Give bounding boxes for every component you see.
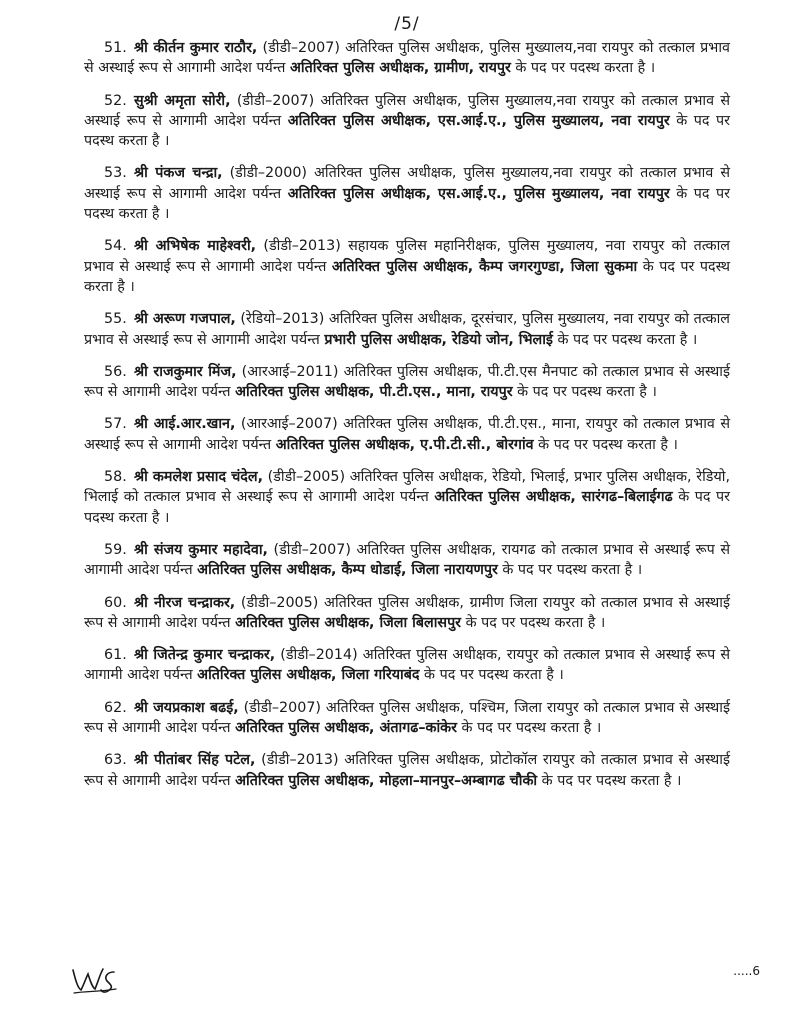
posting-title: अतिरिक्त पुलिस अधीक्षक, अंतागढ–कांकेर <box>235 720 457 737</box>
posting-title: अतिरिक्त पुलिस अधीक्षक, कैम्प धोडाई, जिला नारायणपुर <box>197 562 498 579</box>
entry-text: (डीडी–2013) अतिरिक्त पुलिस अधीक्षक, प्रोटोकॉल रायपुर को तत्काल प्रभाव से अस्थाई रूप से आगामी आदेश पर्यन्त <box>84 752 731 789</box>
order-entry <box>84 236 730 297</box>
entry-number: 62. <box>104 699 127 716</box>
entry-number: 51. <box>104 40 127 56</box>
entry-tail: के पद पर पदस्थ करता है । <box>457 720 602 737</box>
entry-text: (रेडियो–2013) अतिरिक्त पुलिस अधीक्षक, दूरसंचार, पुलिस मुख्यालय, नवा रायपुर को तत्काल प्रभाव से अस्थाई रूप से आगामी आदेश पर्यन्त <box>84 311 730 348</box>
order-entry <box>84 467 730 528</box>
officer-name: श्री कीर्तन कुमार राठौर, <box>134 40 258 56</box>
posting-title: अतिरिक्त पुलिस अधीक्षक, सारंगढ–बिलाईगढ <box>434 489 673 506</box>
order-entry <box>84 362 730 403</box>
officer-name: श्री अभिषेक माहेश्वरी, <box>134 238 257 255</box>
entry-number: 59. <box>104 541 127 558</box>
entry-text: (डीडी–2005) अतिरिक्त पुलिस अधीक्षक, रेडियो, भिलाई, प्रभार पुलिस अधीक्षक, रेडियो, भिलाई को तत्काल प्रभाव से अस्थाई रूप से आगामी आदेश पर्यन्त <box>84 469 730 506</box>
officer-name: श्री अरूण गजपाल, <box>134 311 236 328</box>
order-entry <box>84 750 730 791</box>
entry-tail: के पद पर पदस्थ करता है । <box>84 112 730 150</box>
order-entry <box>84 309 730 350</box>
entry-text: (डीडी–2005) अतिरिक्त पुलिस अधीक्षक, ग्रामीण जिला रायपुर को तत्काल प्रभाव से अस्थाई रूप से आगामी आदेश पर्यन्त <box>84 594 731 631</box>
entry-text: (डीडी–2007) अतिरिक्त पुलिस अधीक्षक, पुलिस मुख्यालय,नवा रायपुर को तत्काल प्रभाव से अस्थाई रूप से आगामी आदेश पर्यन्त <box>84 40 730 77</box>
officer-name: श्री पीतांबर सिंह पटेल, <box>134 752 256 769</box>
entry-tail: के पद पर पदस्थ करता है । <box>512 384 657 401</box>
officer-name: श्री कमलेश प्रसाद चंदेल, <box>134 469 263 486</box>
entry-number: 56. <box>104 363 127 380</box>
entry-number: 57. <box>104 416 127 433</box>
entry-text: (डीडी–2007) अतिरिक्त पुलिस अधीक्षक, पुलिस मुख्यालय,नवा रायपुर को तत्काल प्रभाव से अस्थाई रूप से आगामी आदेश पर्यन्त <box>84 92 730 129</box>
entry-tail: के पद पर पदस्थ करता है । <box>461 614 606 631</box>
officer-name: श्री संजय कुमार महादेवा, <box>134 541 268 558</box>
officer-name: श्री जितेन्द्र कुमार चन्द्राकर, <box>134 647 276 664</box>
order-entry <box>84 163 730 224</box>
entry-text: (डीडी–2007) अतिरिक्त पुलिस अधीक्षक, रायगढ को तत्काल प्रभाव से अस्थाई रूप से आगामी आदेश पर्यन्त <box>84 541 731 579</box>
order-entry <box>84 698 730 739</box>
entry-text: (डीडी–2013) सहायक पुलिस महानिरीक्षक, पुलिस मुख्यालय, नवा रायपुर को तत्काल प्रभाव से अस्थाई रूप से आगामी आदेश पर्यन्त <box>84 238 730 275</box>
continuation-marker: .....6 <box>733 964 760 978</box>
order-entry <box>84 645 730 686</box>
posting-title: अतिरिक्त पुलिस अधीक्षक, एस.आई.ए., पुलिस मुख्यालय, नवा रायपुर <box>287 112 670 129</box>
entry-tail: के पद पर पदस्थ करता है । <box>497 562 643 579</box>
order-entry <box>84 593 730 634</box>
entry-number: 61. <box>104 647 127 664</box>
order-entry <box>84 540 730 581</box>
entry-tail: के पद पर पदस्थ करता है । <box>84 258 730 295</box>
entry-text: (डीडी–2014) अतिरिक्त पुलिस अधीक्षक, रायपुर को तत्काल प्रभाव से अस्थाई रूप से आगामी आदेश पर्यन्त <box>84 647 730 684</box>
posting-title: प्रभारी पुलिस अधीक्षक, रेडियो जोन, भिलाई <box>324 331 553 348</box>
officer-name: सुश्री अमृता सोरी, <box>134 92 231 109</box>
entry-number: 63. <box>104 752 127 769</box>
posting-title: अतिरिक्त पुलिस अधीक्षक, ए.पी.टी.सी., बोरगांव <box>275 436 534 453</box>
entry-tail: के पद पर पदस्थ करता है । <box>419 667 564 684</box>
posting-title: अतिरिक्त पुलिस अधीक्षक, ग्रामीण, रायपुर <box>289 60 511 77</box>
entry-tail: के पद पर पदस्थ करता है । <box>84 185 730 223</box>
page-number: /5/ <box>394 14 420 34</box>
entry-number: 60. <box>104 594 127 611</box>
entry-number: 53. <box>104 165 127 182</box>
officer-name: श्री राजकुमार मिंज, <box>134 363 237 380</box>
entry-text: (डीडी–2000) अतिरिक्त पुलिस अधीक्षक, पुलिस मुख्यालय,नवा रायपुर को तत्काल प्रभाव से अस्थाई रूप से आगामी आदेश पर्यन्त <box>84 165 730 202</box>
entry-text: (आरआई–2011) अतिरिक्त पुलिस अधीक्षक, पी.टी.एस मैनपाट को तत्काल प्रभाव से अस्थाई रूप से आगामी आदेश पर्यन्त <box>84 363 731 401</box>
officer-name: श्री नीरज चन्द्राकर, <box>134 594 236 611</box>
handwritten-initials-signature <box>70 960 120 996</box>
entry-text: (डीडी–2007) अतिरिक्त पुलिस अधीक्षक, पश्चिम, जिला रायपुर को तत्काल प्रभाव से अस्थाई रूप से आगामी आदेश पर्यन्त <box>84 699 730 737</box>
order-entry <box>84 91 730 152</box>
order-entries <box>84 38 730 791</box>
entry-number: 54. <box>104 238 127 255</box>
officer-name: श्री आई.आर.खान, <box>134 416 236 433</box>
entry-number: 55. <box>104 311 127 328</box>
entry-number: 58. <box>104 469 127 486</box>
order-entry <box>84 38 730 79</box>
posting-title: अतिरिक्त पुलिस अधीक्षक, कैम्प जगरगुण्डा, जिला सुकमा <box>331 258 638 275</box>
entry-tail: के पद पर पदस्थ करता है । <box>84 489 730 526</box>
entry-tail: के पद पर पदस्थ करता है । <box>552 331 698 348</box>
posting-title: अतिरिक्त पुलिस अधीक्षक, मोहला–मानपुर–अम्बागढ चौकी <box>235 772 538 789</box>
entry-tail: के पद पर पदस्थ करता है । <box>510 60 656 77</box>
entry-number: 52. <box>104 92 127 109</box>
posting-title: अतिरिक्त पुलिस अधीक्षक, एस.आई.ए., पुलिस मुख्यालय, नवा रायपुर <box>287 185 670 202</box>
officer-name: श्री पंकज चन्द्रा, <box>134 165 223 182</box>
entry-tail: के पद पर पदस्थ करता है । <box>533 436 678 453</box>
posting-title: अतिरिक्त पुलिस अधीक्षक, जिला गरियाबंद <box>197 667 420 684</box>
entry-text: (आरआई–2007) अतिरिक्त पुलिस अधीक्षक, पी.टी.एस., माना, रायपुर को तत्काल प्रभाव से अस्थाई रूप से आगामी आदेश पर्यन्त <box>84 416 730 453</box>
posting-title: अतिरिक्त पुलिस अधीक्षक, पी.टी.एस., माना, रायपुर <box>235 384 513 401</box>
officer-name: श्री जयप्रकाश बढई, <box>134 699 239 716</box>
order-entry <box>84 414 730 455</box>
posting-title: अतिरिक्त पुलिस अधीक्षक, जिला बिलासपुर <box>235 614 462 631</box>
entry-tail: के पद पर पदस्थ करता है । <box>537 772 682 789</box>
